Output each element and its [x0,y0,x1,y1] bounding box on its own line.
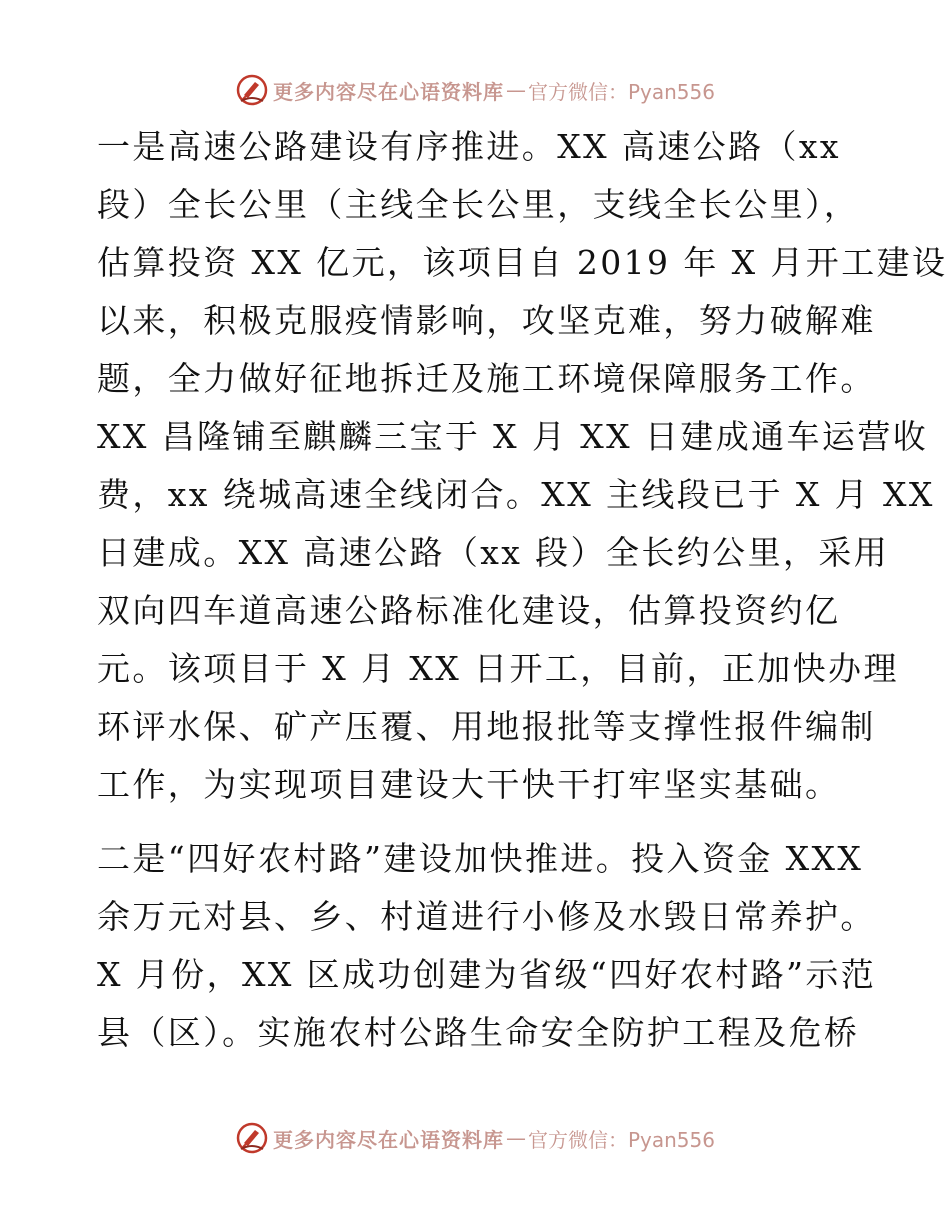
document-body [97,118,948,1062]
header-banner-separator: — [505,78,526,102]
paragraph-spacer [97,814,857,830]
footer-banner-text: 更多内容尽在心语资料库 [272,1127,504,1152]
paragraph-rural-roads [97,830,877,1062]
book-pen-logo-icon [235,1121,269,1155]
header-wechat-text: 官方微信：Pyan556 [527,79,715,104]
text-line: XX 昌隆铺至麒麟三宝于 X 月 XX 日建成通车运营收 [97,417,929,456]
text-line: 估算投资 XX 亿元，该项目自 2019 年 X 月开工建设 [97,243,948,282]
text-line: 费，xx 绕城高速全线闭合。XX 主线段已于 X 月 XX [97,475,935,514]
footer-banner-separator: — [505,1126,526,1150]
text-line: 元。该项目于 X 月 XX 日开工，目前，正加快办理 [97,649,899,688]
text-line: X 月份，XX 区成功创建为省级“四好农村路”示范 [97,955,877,994]
text-line: 一是高速公路建设有序推进。XX 高速公路（xx [97,127,841,166]
footer-watermark-banner [0,1118,950,1158]
text-line: 环评水保、矿产压覆、用地报批等支撑性报件编制 [97,707,876,746]
header-watermark-banner [0,70,950,110]
text-line: 双向四车道高速公路标准化建设，估算投资约亿 [97,591,841,630]
text-line: 题，全力做好征地拆迁及施工环境保障服务工作。 [97,359,876,398]
text-line: 段）全长公里（主线全长公里，支线全长公里）， [97,185,860,224]
text-line: 工作，为实现项目建设大干快干打牢坚实基础。 [97,765,841,804]
paragraph-highway [97,118,948,814]
header-banner-text: 更多内容尽在心语资料库 [272,79,504,104]
text-line: 二是“四好农村路”建设加快推进。投入资金 XXX [97,839,864,878]
book-pen-logo-icon [235,73,269,107]
text-line: 余万元对县、乡、村道进行小修及水毁日常养护。 [97,897,876,936]
text-line: 以来，积极克服疫情影响，攻坚克难，努力破解难 [97,301,876,340]
footer-wechat-text: 官方微信：Pyan556 [527,1127,715,1152]
text-line: 县（区）。实施农村公路生命安全防护工程及危桥 [97,1013,860,1052]
text-line: 日建成。XX 高速公路（xx 段）全长约公里，采用 [97,533,890,572]
